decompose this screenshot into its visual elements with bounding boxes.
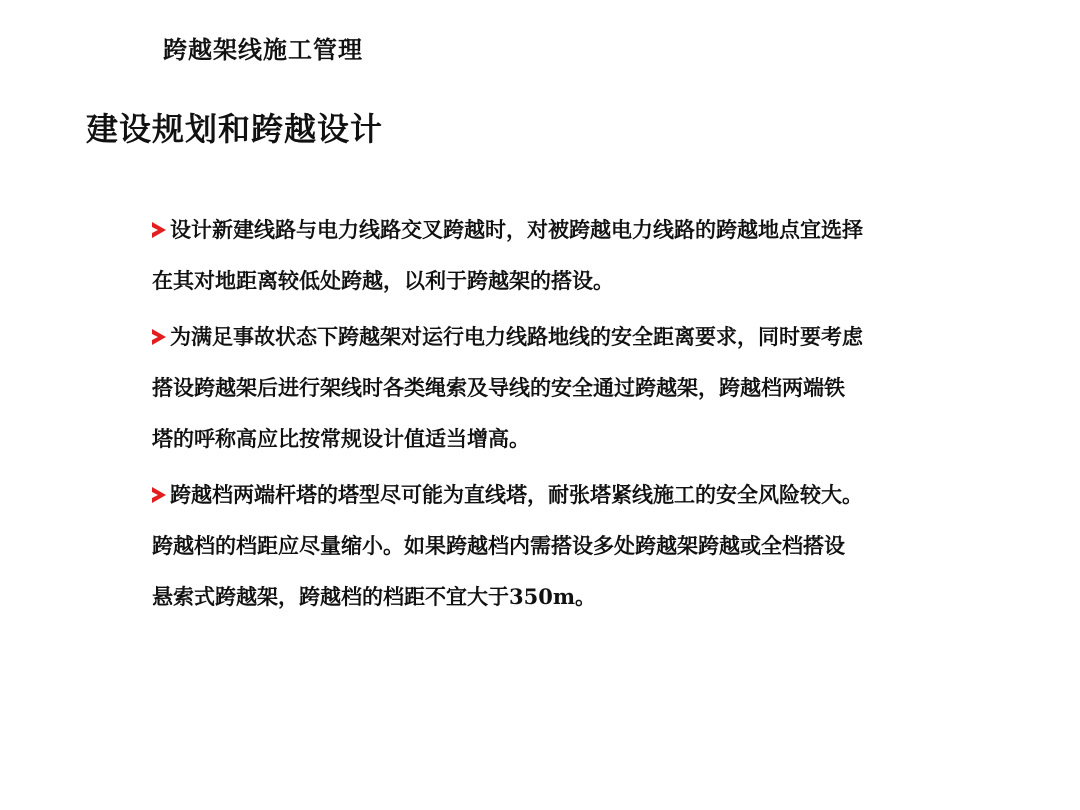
bullet-line bbox=[152, 311, 1072, 362]
bullet-line bbox=[152, 204, 1072, 255]
section-title: 建设规划和跨越设计 bbox=[86, 110, 384, 148]
bullet-line: 在其对地距离较低处跨越，以利于跨越架的搭设。 bbox=[152, 268, 614, 293]
bullet-line bbox=[152, 469, 1072, 520]
bullet-text: 跨越档两端杆塔的塔型尽可能为直线塔，耐张塔紧线施工的安全风险较大。 bbox=[170, 482, 863, 507]
bullet-line: 塔的呼称高应比按常规设计值适当增高。 bbox=[152, 426, 530, 451]
bullet-line: 悬索式跨越架，跨越档的档距不宜大于350m。 bbox=[152, 584, 597, 609]
content-body bbox=[152, 204, 1072, 627]
bullet-item bbox=[152, 204, 1072, 306]
bullet-line: 跨越档的档距应尽量缩小。如果跨越档内需搭设多处跨越架跨越或全档搭设 bbox=[152, 533, 845, 558]
red-arrow-bullet-icon bbox=[152, 222, 166, 238]
bullet-item bbox=[152, 469, 1072, 622]
bullet-item bbox=[152, 311, 1072, 464]
header-title: 跨越架线施工管理 bbox=[163, 35, 363, 64]
bullet-text: 设计新建线路与电力线路交叉跨越时，对被跨越电力线路的跨越地点宜选择 bbox=[170, 217, 863, 242]
red-arrow-bullet-icon bbox=[152, 329, 166, 345]
red-arrow-bullet-icon bbox=[152, 487, 166, 503]
bullet-line: 搭设跨越架后进行架线时各类绳索及导线的安全通过跨越架，跨越档两端铁 bbox=[152, 375, 845, 400]
bullet-text: 为满足事故状态下跨越架对运行电力线路地线的安全距离要求，同时要考虑 bbox=[170, 324, 863, 349]
